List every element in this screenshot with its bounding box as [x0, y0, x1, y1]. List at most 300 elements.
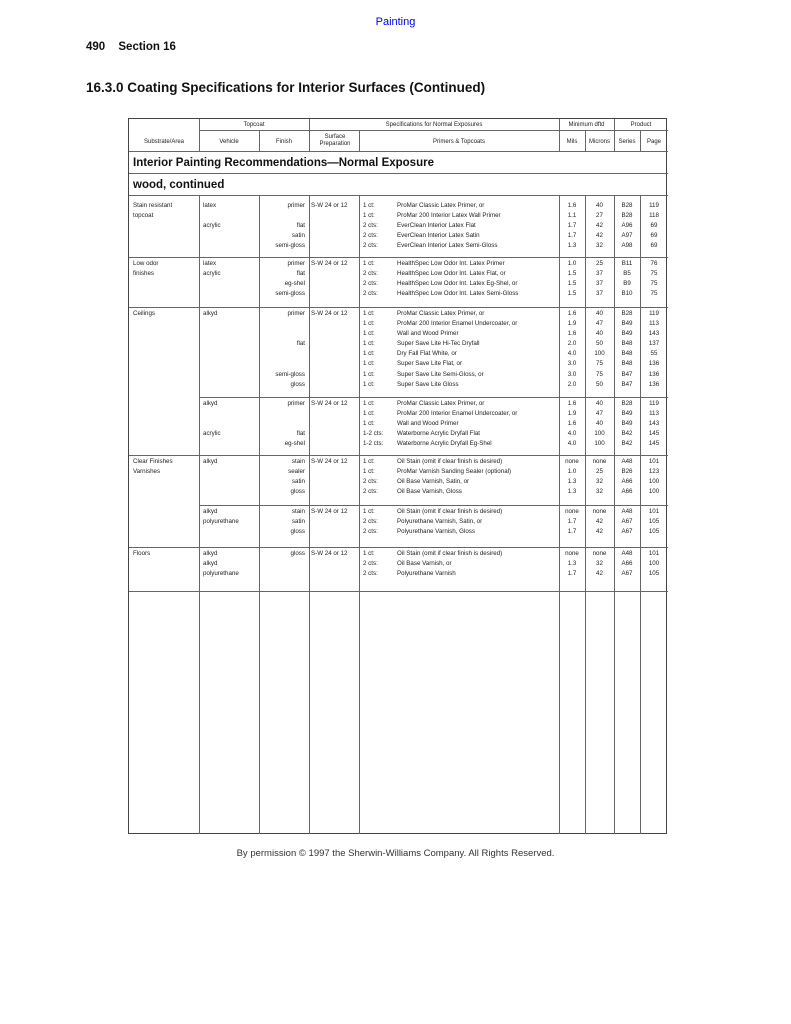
finish-cell-line: satin: [291, 232, 305, 240]
page-ref-cell-line: 75: [650, 270, 658, 278]
mils-cell-line: 1.3: [567, 242, 577, 250]
vehicle-cell-line: alkyd: [203, 560, 218, 568]
series-cell-line: A66: [621, 488, 633, 496]
microns-cell-line: 42: [596, 222, 603, 230]
finish-cell-line: [261, 359, 305, 369]
product-name-cell-line: HealthSpec Low Odor Int. Latex Eg-Shel, or: [397, 280, 518, 288]
finish-cell-line: [261, 329, 305, 339]
microns-cell-line: 40: [596, 420, 603, 428]
table-rule-vertical: [309, 119, 310, 151]
coats-cell: [363, 201, 395, 251]
painting-link[interactable]: Painting: [375, 16, 416, 28]
mils-cell-line: 1.5: [567, 270, 577, 278]
finish-cell-line: stain: [291, 458, 305, 465]
product-name-cell-line: Oil Base Varnish, Satin, or: [397, 478, 470, 486]
table-rule-vertical: [585, 130, 586, 151]
product-name-cell-line: ProMar Classic Latex Primer, or: [397, 310, 485, 317]
mils-cell-line: 1.7: [567, 570, 577, 578]
finish-cell: [261, 201, 305, 251]
coats-cell-line: 1 ct:: [363, 420, 375, 428]
coats-cell-line: 1-2 cts:: [363, 440, 384, 448]
vehicle-cell-line: polyurethane: [203, 570, 239, 578]
header-vehicle: Vehicle: [219, 139, 239, 145]
page-ref-cell-line: 119: [649, 400, 659, 407]
product-name-cell-line: HealthSpec Low Odor Int. Latex Flat, or: [397, 270, 506, 278]
mils-cell-line: 1.6: [567, 330, 577, 338]
mils-cell-line: 3.0: [567, 370, 577, 378]
mils-cell-line: 1.6: [567, 310, 577, 317]
header-series: Series: [618, 139, 636, 145]
vehicle-cell: [203, 309, 257, 390]
table-rule-vertical: [359, 130, 360, 151]
mils-cell: [559, 507, 585, 537]
finish-cell: [261, 507, 305, 537]
vehicle-cell-line: alkyd: [203, 310, 218, 317]
finish-cell-line: primer: [287, 202, 305, 209]
mils-cell-line: 4.0: [567, 430, 577, 438]
microns-cell-line: 50: [596, 380, 603, 388]
finish-cell-line: satin: [291, 478, 305, 486]
mils-cell-line: 4.0: [567, 350, 577, 358]
coats-cell-line: 2 cts:: [363, 242, 378, 250]
series-cell-line: B10: [621, 290, 633, 298]
substrate-cell-line: topcoat: [133, 212, 154, 220]
vehicle-cell-line: [203, 319, 257, 329]
microns-cell-line: 27: [596, 212, 603, 220]
vehicle-cell-line: alkyd: [203, 508, 218, 515]
series-cell-line: B28: [621, 400, 633, 407]
page-ref-cell-line: 100: [648, 560, 660, 568]
surface-prep-cell: S-W 24 or 12: [311, 550, 348, 557]
table-rule-horizontal: [129, 455, 668, 456]
series-cell-line: B26: [621, 468, 633, 476]
product-name-cell-line: Super Save Lite Flat, or: [397, 360, 463, 368]
finish-cell-line: [261, 559, 305, 569]
page-ref-cell: [640, 309, 668, 390]
coats-cell-line: 1 ct:: [363, 458, 375, 465]
page-ref-cell-line: 136: [648, 360, 660, 368]
microns-cell: [585, 549, 614, 579]
page-ref-cell-line: 143: [648, 330, 660, 338]
product-name-cell-line: Oil Stain (omit if clear finish is desired): [397, 550, 503, 557]
finish-cell-line: eg-shel: [284, 280, 305, 288]
microns-cell: [585, 457, 614, 497]
finish-cell-line: [261, 319, 305, 329]
surface-prep-cell: S-W 24 or 12: [311, 400, 348, 407]
finish-cell-line: eg-shel: [284, 440, 305, 448]
product-name-cell-line: EverClean Interior Latex Semi-Gloss: [397, 242, 498, 250]
product-name-cell: [397, 549, 557, 579]
microns-cell-line: none: [592, 458, 607, 465]
mils-cell-line: 1.3: [567, 478, 577, 486]
mils-cell: [559, 549, 585, 579]
page-ref-cell-line: 136: [648, 380, 660, 388]
table-rule-horizontal: [129, 257, 668, 258]
page-ref-cell-line: 143: [648, 420, 660, 428]
product-name-cell-line: Waterborne Acrylic Dryfall Eg-Shel: [397, 440, 492, 448]
series-cell: [614, 549, 640, 579]
microns-cell-line: 40: [596, 330, 603, 338]
coats-cell-line: 2 cts:: [363, 232, 378, 240]
substrate-cell-line: Ceilings: [133, 310, 156, 317]
table-rule-vertical: [199, 119, 200, 151]
header-specifications: Specifications for Normal Exposures: [385, 122, 483, 128]
substrate-cell-line: Low odor: [133, 260, 159, 267]
vehicle-cell-line: latex: [203, 260, 217, 267]
coats-cell-line: 1 ct:: [363, 340, 375, 348]
substrate-cell: [133, 309, 197, 319]
mils-cell-line: none: [565, 508, 579, 515]
product-name-cell-line: ProMar 200 Interior Latex Wall Primer: [397, 212, 501, 220]
vehicle-cell: [203, 549, 257, 579]
vehicle-cell-line: [203, 419, 257, 429]
mils-cell: [559, 399, 585, 449]
page-ref-cell-line: 101: [648, 550, 660, 557]
page-ref-cell-line: 123: [648, 468, 660, 476]
subsection-heading: wood, continued: [133, 179, 225, 191]
product-name-cell-line: Polyurethane Varnish, Gloss: [397, 528, 475, 536]
header-substrate: Substrate/Area: [143, 139, 185, 145]
coats-cell-line: 1 ct:: [363, 330, 375, 338]
product-name-cell: [397, 507, 557, 537]
finish-cell-line: primer: [287, 260, 305, 267]
vehicle-cell-line: [203, 370, 257, 380]
table-rule-horizontal: [199, 505, 668, 506]
finish-cell-line: flat: [296, 270, 305, 278]
page-ref-cell: [640, 549, 668, 579]
mils-cell-line: 1.7: [567, 222, 577, 230]
series-cell-line: B5: [623, 270, 631, 278]
table-rule-vertical: [259, 195, 260, 834]
series-cell-line: A66: [621, 560, 633, 568]
copyright-caption: By permission © 1997 the Sherwin-Williams Company. All Rights Reserved.: [236, 848, 555, 859]
table-rule-horizontal: [309, 130, 559, 131]
product-name-cell-line: Dry Fall Flat White, or: [397, 350, 457, 358]
header-microns: Microns: [588, 139, 610, 145]
series-cell-line: B28: [621, 202, 633, 209]
series-cell: [614, 309, 640, 390]
header-primers-topcoats: Primers & Topcoats: [433, 139, 485, 145]
finish-cell-line: primer: [287, 400, 305, 407]
mils-cell-line: none: [565, 550, 579, 557]
microns-cell-line: 47: [596, 320, 603, 328]
finish-cell-line: semi-gloss: [275, 290, 305, 298]
coats-cell-line: 1 ct:: [363, 260, 375, 267]
series-cell-line: A48: [621, 458, 633, 465]
substrate-cell: [133, 549, 197, 559]
page-ref-cell-line: 145: [648, 440, 660, 448]
series-cell-line: B49: [621, 410, 633, 418]
product-name-cell-line: Oil Base Varnish, or: [397, 560, 452, 568]
product-name-cell-line: Oil Stain (omit if clear finish is desired): [397, 458, 503, 465]
substrate-cell-line: Clear Finishes: [133, 458, 173, 465]
substrate-cell: [133, 457, 197, 477]
vehicle-cell-line: [203, 339, 257, 349]
coats-cell-line: 1 ct:: [363, 550, 375, 557]
coats-cell-line: 2 cts:: [363, 528, 378, 536]
surface-prep-cell: S-W 24 or 12: [311, 508, 348, 515]
microns-cell-line: 40: [596, 202, 603, 209]
coats-cell-line: 1 ct:: [363, 310, 375, 317]
mils-cell-line: 1.9: [567, 410, 577, 418]
finish-cell-line: [261, 569, 305, 579]
page-ref-cell-line: 101: [648, 458, 660, 465]
vehicle-cell: [203, 259, 257, 299]
finish-cell-line: stain: [291, 508, 305, 515]
section-heading: Interior Painting Recommendations—Normal Exposure: [133, 157, 434, 169]
series-cell-line: A96: [621, 222, 633, 230]
product-name-cell-line: ProMar Classic Latex Primer, or: [397, 202, 485, 209]
finish-cell-line: flat: [296, 430, 305, 438]
table-rule-vertical: [559, 195, 560, 834]
finish-cell-line: [261, 349, 305, 359]
mils-cell-line: 1.7: [567, 518, 577, 526]
microns-cell: [585, 201, 614, 251]
product-name-cell: [397, 457, 557, 497]
microns-cell-line: 32: [596, 488, 603, 496]
coats-cell: [363, 309, 395, 390]
page-title: 16.3.0 Coating Specifications for Interior Surfaces (Continued): [86, 80, 486, 95]
page-ref-cell-line: 100: [648, 478, 660, 486]
page-ref-cell-line: 119: [649, 202, 659, 209]
product-name-cell-line: Super Save Lite Gloss: [397, 380, 459, 388]
series-cell-line: A67: [621, 570, 633, 578]
header-topcoat: Topcoat: [243, 122, 265, 128]
table-rule-horizontal: [199, 130, 309, 131]
mils-cell: [559, 201, 585, 251]
microns-cell-line: 32: [596, 560, 603, 568]
coats-cell: [363, 507, 395, 537]
mils-cell-line: 1.3: [567, 560, 577, 568]
coats-cell-line: 2 cts:: [363, 518, 378, 526]
microns-cell-line: none: [592, 508, 607, 515]
finish-cell-line: [261, 419, 305, 429]
table-rule-vertical: [614, 119, 615, 151]
product-name-cell-line: Super Save Lite Hi-Tec Dryfall: [397, 340, 480, 348]
finish-cell: [261, 399, 305, 449]
series-cell-line: A98: [621, 242, 633, 250]
page-ref-cell-line: 136: [648, 370, 660, 378]
microns-cell-line: 37: [596, 270, 603, 278]
surface-prep-cell: S-W 24 or 12: [311, 310, 348, 317]
microns-cell-line: 25: [596, 260, 603, 267]
substrate-cell: [133, 259, 197, 279]
series-cell-line: A97: [621, 232, 633, 240]
vehicle-cell: [203, 399, 257, 449]
vehicle-cell-line: [203, 279, 257, 289]
product-name-cell-line: HealthSpec Low Odor Int. Latex Semi-Gloss: [397, 290, 519, 298]
page-ref-cell-line: 69: [650, 232, 658, 240]
vehicle-cell-line: [203, 527, 257, 537]
vehicle-cell: [203, 201, 257, 251]
coats-cell-line: 2 cts:: [363, 280, 378, 288]
page-ref-cell: [640, 259, 668, 299]
substrate-cell-line: finishes: [133, 270, 154, 278]
vehicle-cell-line: [203, 439, 257, 449]
coats-cell-line: 1-2 cts:: [363, 430, 384, 438]
series-cell: [614, 259, 640, 299]
coats-cell-line: 1 ct:: [363, 508, 375, 515]
microns-cell-line: 42: [596, 232, 603, 240]
series-cell-line: A66: [621, 478, 633, 486]
table-rule-horizontal: [129, 591, 668, 592]
table-rule-vertical: [614, 195, 615, 834]
page-ref-cell-line: 137: [648, 340, 660, 348]
product-name-cell: [397, 259, 557, 299]
microns-cell: [585, 259, 614, 299]
coats-cell-line: 2 cts:: [363, 570, 378, 578]
table-rule-vertical: [359, 195, 360, 834]
microns-cell-line: none: [592, 550, 607, 557]
product-name-cell-line: Oil Base Varnish, Gloss: [397, 488, 462, 496]
finish-cell: [261, 457, 305, 497]
vehicle-cell-line: latex: [203, 202, 217, 209]
coats-cell-line: 2 cts:: [363, 488, 378, 496]
product-name-cell-line: Polyurethane Varnish: [397, 570, 456, 578]
table-rule-horizontal: [129, 195, 668, 196]
table-rule-vertical: [585, 195, 586, 834]
page-ref-cell-line: 75: [650, 290, 658, 298]
mils-cell-line: 1.7: [567, 528, 577, 536]
coats-cell-line: 1 ct:: [363, 410, 375, 418]
page-ref-cell: [640, 399, 668, 449]
series-cell-line: A48: [621, 508, 633, 515]
microns-cell-line: 50: [596, 340, 603, 348]
substrate-cell-line: Stain resistant: [133, 202, 173, 209]
mils-cell-line: 1.5: [567, 290, 577, 298]
product-name-cell-line: ProMar 200 Interior Enamel Undercoater, or: [397, 410, 518, 418]
product-name-cell-line: ProMar Varnish Sanding Sealer (optional): [397, 468, 512, 476]
header-surface-prep: Surface Preparation: [319, 134, 351, 147]
mils-cell-line: 1.6: [567, 420, 577, 428]
series-cell-line: B48: [621, 360, 633, 368]
header-page: Page: [646, 139, 661, 145]
microns-cell: [585, 309, 614, 390]
coats-cell-line: 1 ct:: [363, 370, 375, 378]
product-name-cell-line: EverClean Interior Latex Satin: [397, 232, 480, 240]
microns-cell-line: 32: [596, 242, 603, 250]
surface-prep-cell: S-W 24 or 12: [311, 202, 348, 209]
microns-cell-line: 40: [596, 310, 603, 317]
microns-cell-line: 32: [596, 478, 603, 486]
coats-cell-line: 2 cts:: [363, 290, 378, 298]
vehicle-cell-line: [203, 231, 257, 241]
header-mils: Mils: [566, 139, 578, 145]
table-rule-horizontal: [129, 547, 668, 548]
microns-cell-line: 37: [596, 290, 603, 298]
coats-cell-line: 1 ct:: [363, 212, 375, 220]
vehicle-cell-line: alkyd: [203, 400, 218, 407]
series-cell-line: B49: [621, 320, 633, 328]
mils-cell-line: 1.1: [567, 212, 577, 220]
series-cell-line: B48: [621, 340, 633, 348]
substrate-cell-line: Varnishes: [133, 468, 161, 476]
series-cell-line: B47: [621, 380, 633, 388]
series-cell-line: B42: [621, 440, 633, 448]
finish-cell-line: gloss: [290, 528, 305, 536]
table-rule-vertical: [259, 130, 260, 151]
section-label: Section 16: [118, 41, 176, 53]
table-rule-vertical: [309, 195, 310, 834]
surface-prep-cell: S-W 24 or 12: [311, 458, 348, 465]
mils-cell-line: 2.0: [567, 380, 577, 388]
coats-cell: [363, 549, 395, 579]
microns-cell-line: 37: [596, 280, 603, 288]
coats-cell-line: 1 ct:: [363, 320, 375, 328]
microns-cell-line: 25: [596, 468, 603, 476]
vehicle-cell-line: polyurethane: [203, 518, 239, 526]
coats-cell-line: 2 cts:: [363, 560, 378, 568]
coats-cell: [363, 259, 395, 299]
page-ref-cell-line: 119: [649, 310, 659, 317]
product-name-cell: [397, 201, 557, 251]
coats-cell-line: 1 ct:: [363, 350, 375, 358]
coats-cell: [363, 399, 395, 449]
finish-cell: [261, 549, 305, 579]
product-name-cell-line: Waterborne Acrylic Dryfall Flat: [397, 430, 480, 438]
series-cell-line: B49: [621, 330, 633, 338]
table-rule-vertical: [199, 195, 200, 834]
finish-cell-line: [261, 211, 305, 221]
page-ref-cell-line: 145: [648, 430, 660, 438]
series-cell: [614, 399, 640, 449]
product-name-cell-line: Oil Stain (omit if clear finish is desired): [397, 508, 503, 515]
vehicle-cell-line: [203, 487, 257, 497]
product-name-cell-line: EverClean Interior Latex Flat: [397, 222, 476, 230]
vehicle-cell-line: [203, 329, 257, 339]
page-ref-cell-line: 105: [648, 528, 660, 536]
mils-cell-line: 4.0: [567, 440, 577, 448]
page-ref-cell-line: 100: [648, 488, 660, 496]
finish-cell-line: semi-gloss: [275, 370, 305, 378]
mils-cell-line: 1.0: [567, 260, 577, 267]
vehicle-cell-line: [203, 380, 257, 390]
table-rule-horizontal: [199, 397, 668, 398]
vehicle-cell: [203, 457, 257, 497]
microns-cell-line: 42: [596, 528, 603, 536]
coats-cell-line: 1 ct:: [363, 202, 375, 209]
finish-cell-line: primer: [287, 310, 305, 317]
header-finish: Finish: [275, 139, 292, 145]
table-rule-vertical: [640, 130, 641, 151]
microns-cell-line: 47: [596, 410, 603, 418]
page-ref-cell: [640, 507, 668, 537]
series-cell-line: B28: [621, 212, 633, 220]
page-ref-cell: [640, 201, 668, 251]
series-cell-line: B49: [621, 420, 633, 428]
coats-cell-line: 2 cts:: [363, 222, 378, 230]
table-rule-horizontal: [129, 307, 668, 308]
product-name-cell-line: ProMar 200 Interior Enamel Undercoater, or: [397, 320, 518, 328]
mils-cell-line: 2.0: [567, 340, 577, 348]
table-rule-vertical: [640, 195, 641, 834]
vehicle-cell-line: alkyd: [203, 550, 218, 557]
mils-cell: [559, 309, 585, 390]
vehicle-cell-line: [203, 349, 257, 359]
microns-cell-line: 100: [594, 440, 605, 448]
microns-cell: [585, 507, 614, 537]
microns-cell: [585, 399, 614, 449]
series-cell-line: B47: [621, 370, 633, 378]
series-cell-line: A67: [621, 528, 633, 536]
coating-spec-table: [128, 118, 667, 834]
table-rule-vertical: [559, 119, 560, 151]
product-name-cell: [397, 309, 557, 390]
coats-cell-line: 1 ct:: [363, 468, 375, 476]
series-cell: [614, 507, 640, 537]
mils-cell-line: 1.5: [567, 280, 577, 288]
page-ref-cell-line: 113: [649, 320, 659, 328]
